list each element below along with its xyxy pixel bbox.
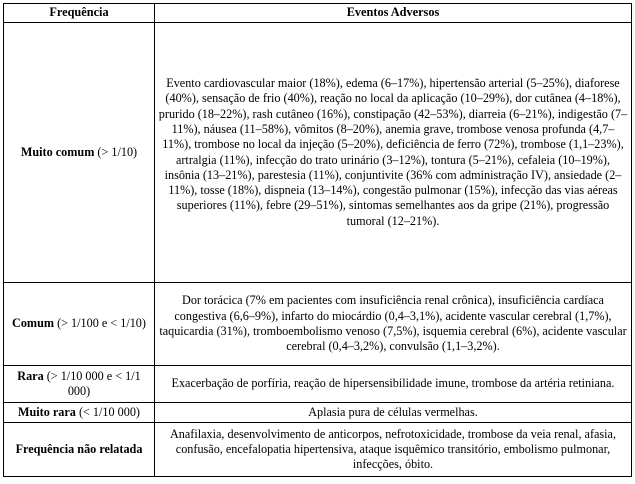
frequency-label: Comum — [12, 316, 55, 331]
frequency-label: Muito comum — [20, 144, 95, 159]
table-row — [4, 283, 632, 366]
frequency-range: (> 1/100 e < 1/10) — [54, 316, 146, 331]
frequency-label: Muito rara — [18, 404, 76, 419]
events-cell: Dor torácica (7% em pacientes com insuficiência renal crônica), insuficiência cardíaca congestiva (6,6–9%), infarto do miocárdio (0,4–3,1%), acidente vascular cerebral (1,7%), taquicardia (31%), tromboembolismo venoso (7,5%), isquemia cerebral (6%), acidente vascular cerebral (0,4–3,2%), convulsão (1,1–3,2%). — [155, 283, 632, 366]
events-cell: Anafilaxia, desenvolvimento de anticorpos, nefrotoxicidade, trombose da veia renal, afasia, confusão, encefalopatia hipertensiva, ataque isquêmico transitório, embolismo pulmonar, infecções, óbito. — [155, 423, 632, 477]
frequency-cell — [4, 423, 155, 477]
table-header-row — [4, 4, 632, 23]
table-row — [4, 403, 632, 423]
header-adverse-events: Eventos Adversos — [155, 4, 632, 23]
events-cell: Evento cardiovascular maior (18%), edema (6–17%), hipertensão arterial (5–25%), diaforese (40%), sensação de frio (40%), reação no local da aplicação (10–29%), dor cutânea (4–18%), prurido (18–22%), rash cutâneo (16%), constipação (42–53%), diarreia (6–21%), indigestão (7–11%), náusea (11–58%), vômitos (8–20%), anemia grave, trombose venosa profunda (4,7–11%), trombose no local da injeção (5–20%), deficiência de ferro (72%), trombose (1,1–23%), artralgia (11%), infecção do trato urinário (3–12%), tontura (5–21%), cefaleia (10–19%), insônia (13–21%), parestesia (11%), conjuntivite (36% com administração IV), ansiedade (2–11%), tosse (18%), dispneia (13–14%), congestão pulmonar (15%), infecção das vias aéreas superiores (11%), febre (29–51%), sintomas semelhantes aos da gripe (21%), progressão tumoral (12–21%). — [155, 23, 632, 283]
frequency-label: Rara — [17, 368, 44, 383]
frequency-cell — [4, 403, 155, 423]
table-row — [4, 366, 632, 403]
frequency-range: (> 1/10 000 e < 1/1 000) — [43, 368, 141, 398]
table-row — [4, 423, 632, 477]
frequency-cell — [4, 283, 155, 366]
frequency-range: (> 1/10) — [94, 144, 138, 159]
frequency-range: (< 1/10 000) — [75, 404, 140, 419]
frequency-label: Frequência não relatada — [15, 441, 143, 456]
table-row — [4, 23, 632, 283]
events-cell: Aplasia pura de células vermelhas. — [155, 403, 632, 423]
frequency-cell — [4, 366, 155, 403]
frequency-cell — [4, 23, 155, 283]
adverse-events-table — [3, 3, 632, 477]
header-frequency: Frequência — [4, 4, 155, 23]
events-cell: Exacerbação de porfíria, reação de hipersensibilidade imune, trombose da artéria retiniana. — [155, 366, 632, 403]
